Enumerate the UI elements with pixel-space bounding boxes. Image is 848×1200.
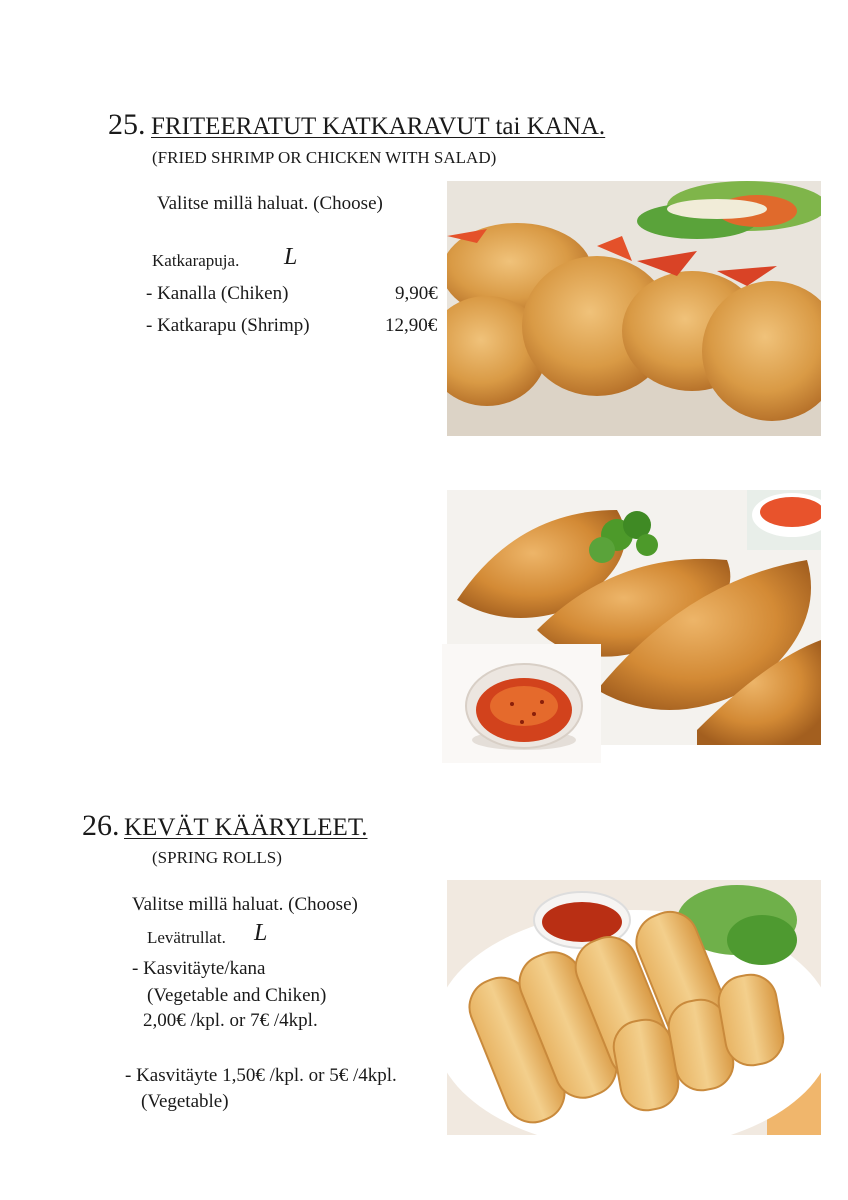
chili-sauce-photo — [442, 644, 601, 763]
menu-item-price: 9,90€ — [395, 283, 438, 304]
fried-shrimp-photo — [447, 181, 821, 436]
choose-text-26: Valitse millä haluat. (Choose) — [132, 894, 358, 915]
menu-item-name: - Kasvitäyte/kana — [132, 958, 266, 979]
menu-item-name: - Kasvitäyte 1,50€ /kpl. or 5€ /4kpl. — [125, 1065, 397, 1086]
dish-title-26: KEVÄT KÄÄRYLEET. — [124, 814, 368, 841]
dish-title-25: FRITEERATUT KATKARAVUT tai KANA. — [151, 113, 606, 140]
menu-item-name: - Katkarapu (Shrimp) — [146, 315, 310, 336]
lactose-free-mark-25: L — [284, 244, 298, 270]
item-number-25: 25. — [108, 108, 146, 141]
dish-subtitle-25: (FRIED SHRIMP OR CHICKEN WITH SALAD) — [152, 148, 497, 167]
dish-subtitle-26: (SPRING ROLLS) — [152, 848, 282, 867]
menu-item-name: - Kanalla (Chiken) — [146, 283, 289, 304]
menu-item-description: (Vegetable and Chiken) — [147, 985, 327, 1006]
item-number-26: 26. — [82, 809, 120, 842]
menu-item-price: 2,00€ /kpl. or 7€ /4kpl. — [143, 1010, 318, 1031]
lactose-free-mark-26: L — [254, 920, 268, 946]
choose-text-25: Valitse millä haluat. (Choose) — [157, 193, 383, 214]
spring-rolls-photo — [447, 880, 821, 1135]
menu-item-description: (Vegetable) — [141, 1091, 229, 1112]
category-label-26: Levätrullat. — [147, 928, 226, 947]
category-label-25: Katkarapuja. — [152, 251, 240, 270]
menu-item-price: 12,90€ — [385, 315, 438, 336]
